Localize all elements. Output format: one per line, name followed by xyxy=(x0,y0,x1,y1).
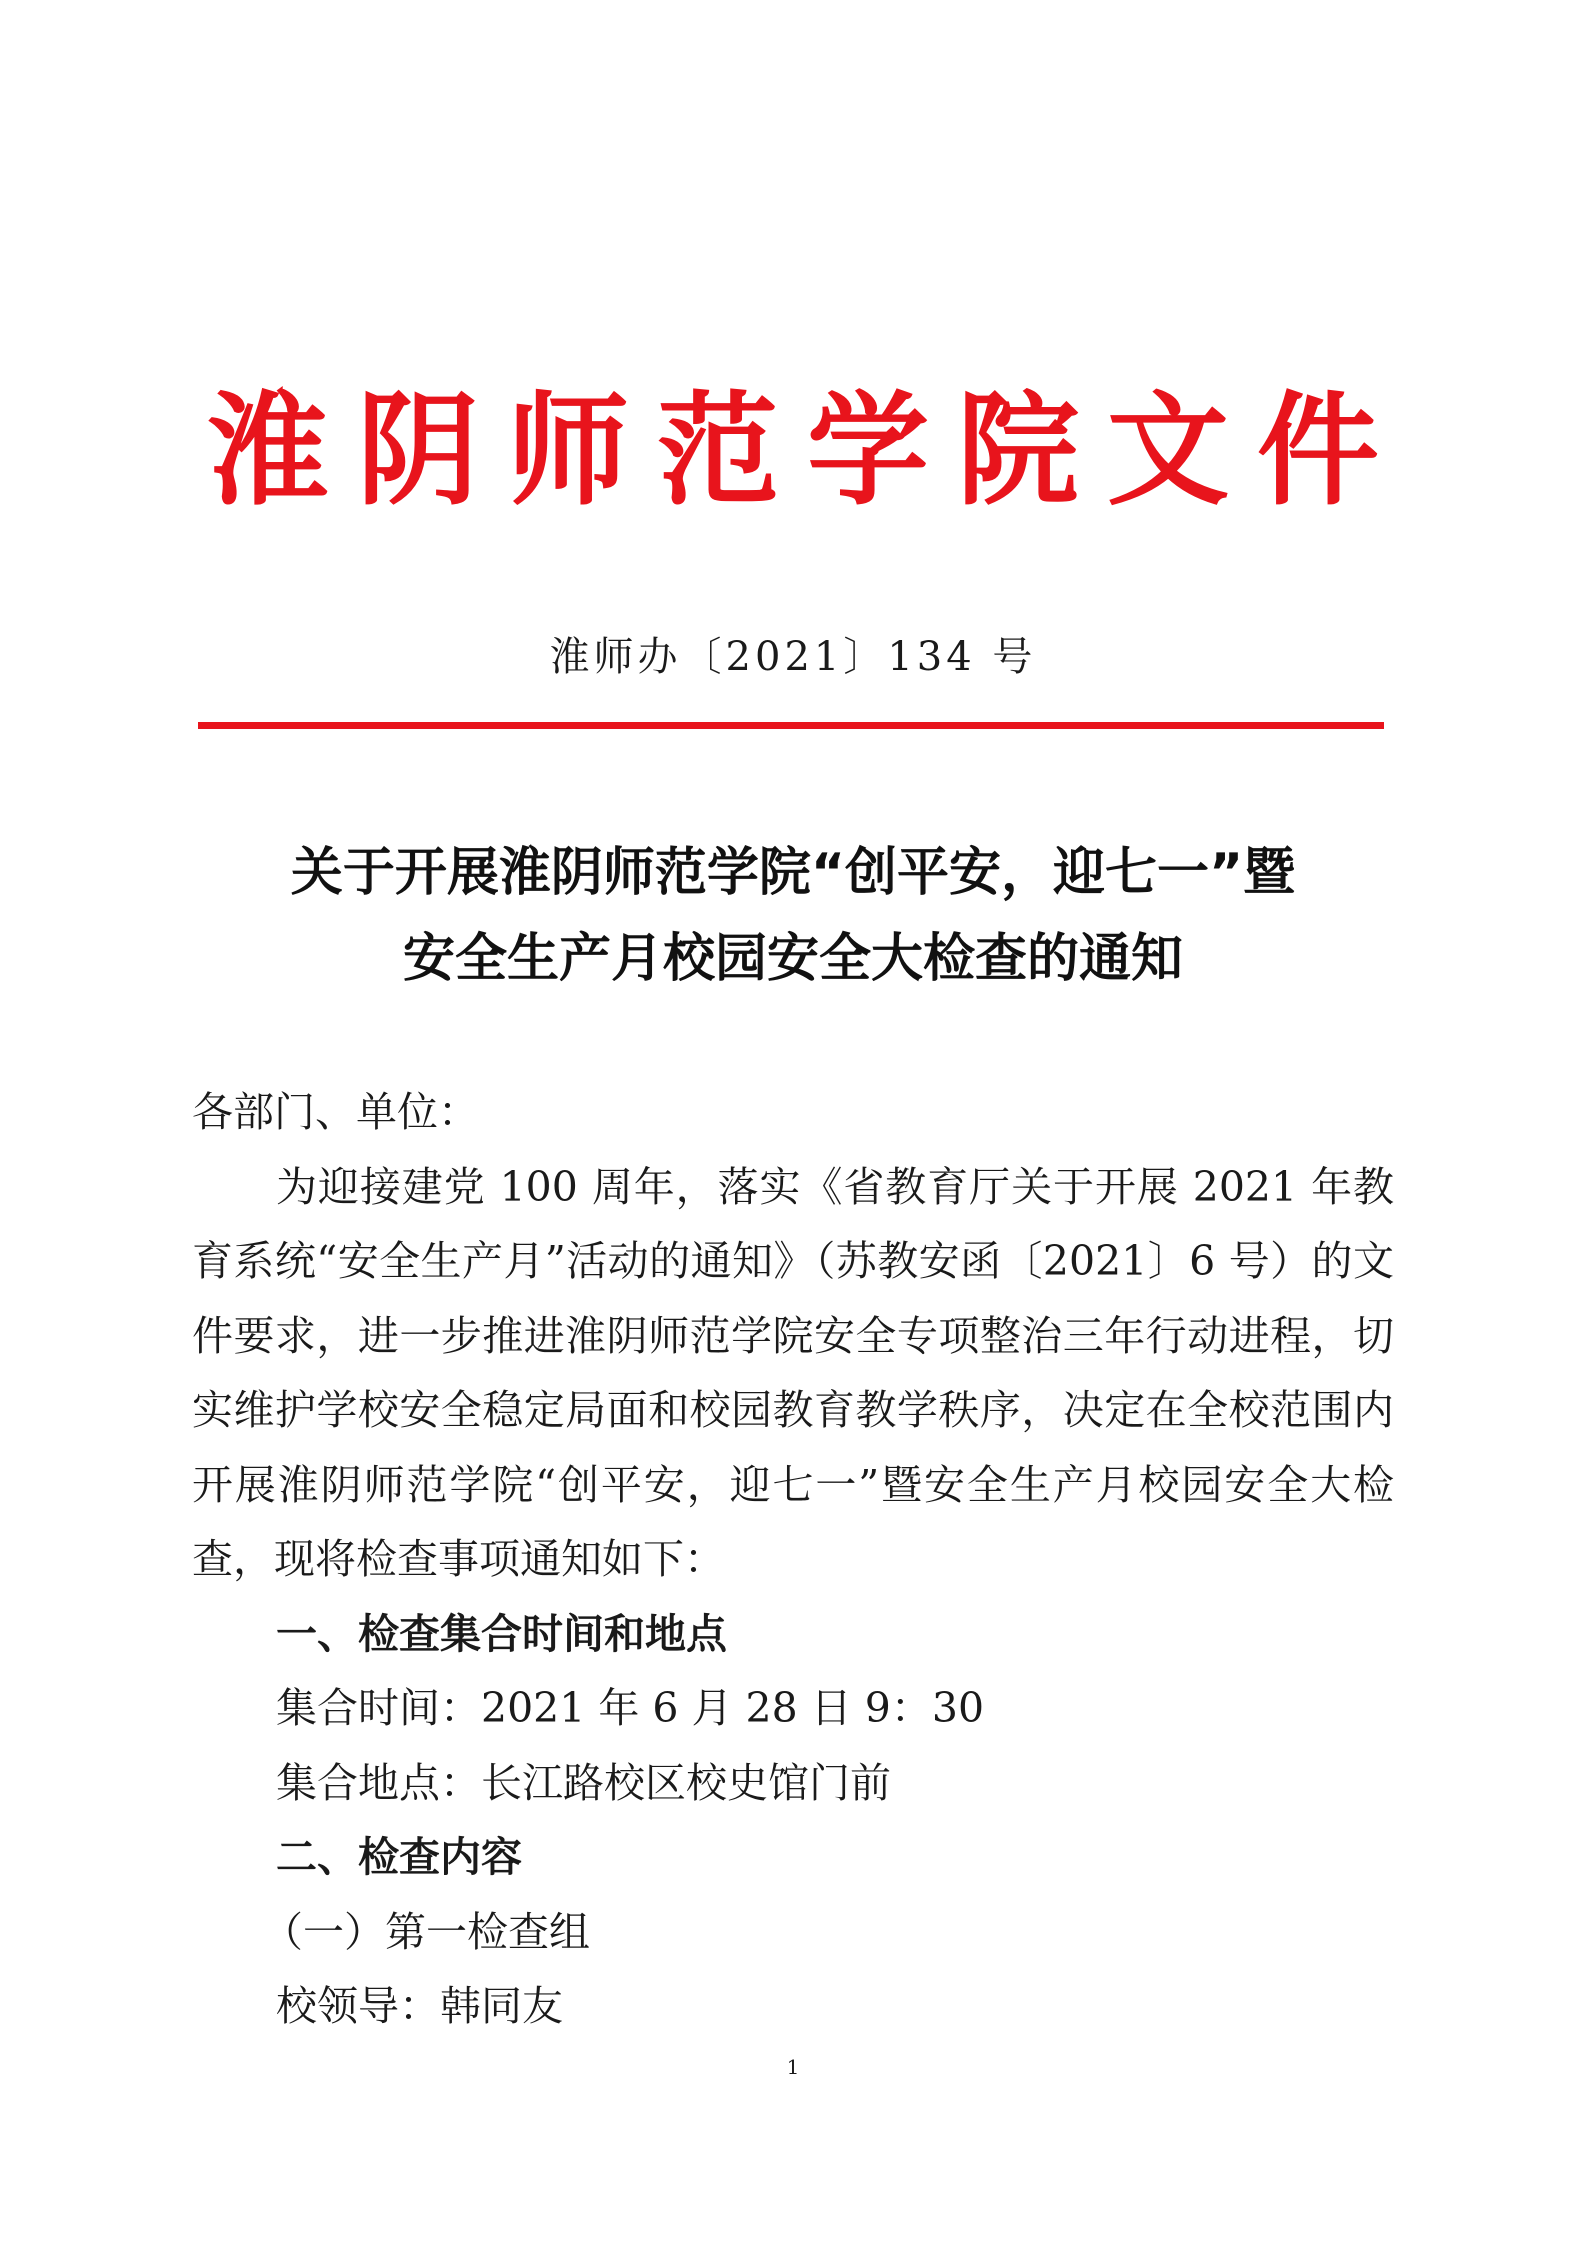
inspection-group-1: （一）第一检查组 xyxy=(262,1907,590,1956)
notice-title-line-1: 关于开展淮阴师范学院“创平安，迎七一”暨 xyxy=(290,843,1296,903)
salutation: 各部门、单位： xyxy=(192,1088,479,1136)
document-number: 淮师办〔2021〕134 号 xyxy=(549,634,1037,680)
notice-title-line-2: 安全生产月校园安全大检查的通知 xyxy=(402,929,1183,989)
assembly-place: 集合地点：长江路校区校史馆门前 xyxy=(276,1758,891,1807)
notice-body xyxy=(192,1075,1394,2044)
section-2-heading: 二、检查内容 xyxy=(276,1833,522,1881)
notice-title xyxy=(150,830,1436,1002)
page-number: 1 xyxy=(786,2055,800,2079)
school-leader: 校领导：韩同友 xyxy=(276,1982,563,2030)
assembly-time: 集合时间：2021 年 6 月 28 日 9：30 xyxy=(276,1684,985,1732)
document-masthead: 淮阴师范学院文件 xyxy=(207,378,1407,522)
intro-paragraph: 为迎接建党 100 周年，落实《省教育厅关于开展 2021 年教育系统“安全生产月”活动的通知》（苏教安函〔2021〕6 号）的文件要求，进一步推进淮阴师范学院安全专项整治三年行动进程，切实维护学校安全稳定局面和校园教育教学秩序，决定在全校范围内开展淮阴师范学院“创平安，迎七一”暨安全生产月校园安全大检查，现将检查事项通知如下： xyxy=(192,1162,1394,1583)
section-1-heading: 一、检查集合时间和地点 xyxy=(276,1609,727,1658)
red-divider-line xyxy=(198,722,1384,729)
